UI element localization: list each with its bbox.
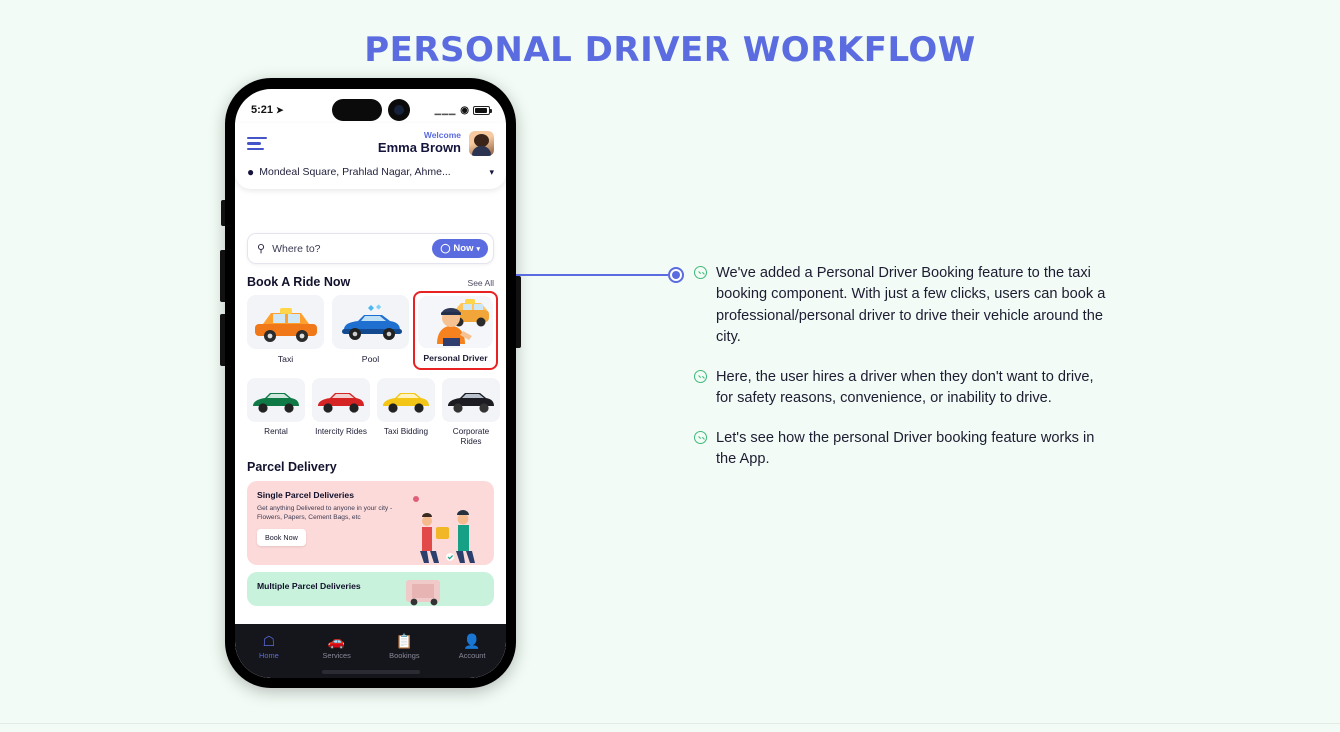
parcel-card-multiple[interactable]: [247, 572, 494, 606]
list-item: [694, 367, 1114, 410]
ride-tile-pool[interactable]: [332, 295, 409, 365]
yellow-car-illustration: [377, 378, 435, 422]
blue-car-pool-illustration: [332, 295, 409, 349]
user-name: Emma Brown: [377, 139, 461, 155]
ride-tile-personal-driver[interactable]: [413, 291, 498, 370]
schedule-now-pill[interactable]: [432, 239, 488, 258]
green-car-illustration: [247, 378, 305, 422]
black-car-illustration: [442, 378, 500, 422]
ride-tile-label: Personal Driver: [423, 353, 488, 363]
location-selector[interactable]: [247, 165, 494, 179]
notch-pill: [332, 99, 382, 121]
avatar[interactable]: [469, 131, 494, 156]
red-car-illustration: [312, 378, 370, 422]
cellular-signal-icon: ▁▁▁: [434, 105, 457, 115]
ride-tile-label: Intercity Rides: [315, 426, 367, 436]
ride-tile-intercity-rides[interactable]: [312, 378, 370, 447]
annotation-text: Here, the user hires a driver when they don't want to drive, for safety reasons, convenience, or inability to drive.: [716, 368, 1094, 407]
delivery-people-illustration: [392, 491, 488, 565]
check-circle-icon: [694, 370, 707, 383]
chevron-down-icon: ▾: [476, 245, 480, 253]
phone-power-button[interactable]: [516, 276, 521, 348]
bottom-navigation: [235, 624, 506, 678]
check-circle-icon: [694, 266, 707, 279]
callout-connector-line: [516, 274, 668, 276]
hamburger-menu-icon[interactable]: [247, 137, 267, 150]
nav-item-account[interactable]: [438, 634, 506, 660]
ride-tile-taxi[interactable]: [247, 295, 324, 365]
ride-tile-label: Pool: [361, 354, 380, 364]
app-header: [235, 123, 506, 189]
search-icon: ⚲: [257, 243, 266, 255]
home-icon: ☖: [262, 633, 276, 649]
location-arrow-icon: ➤: [276, 104, 284, 115]
parcel-card-title: Multiple Parcel Deliveries: [257, 580, 361, 591]
see-all-link[interactable]: See All: [467, 278, 494, 288]
callout-dot: [668, 267, 684, 283]
parcel-card-title: Single Parcel Deliveries: [257, 489, 354, 500]
book-a-ride-header: [247, 275, 494, 289]
nav-item-home[interactable]: [235, 634, 303, 660]
list-item: [694, 263, 1114, 349]
phone-volume-up-button[interactable]: [220, 250, 225, 302]
ride-type-grid-secondary: [247, 378, 494, 447]
orange-taxi-illustration: [247, 295, 324, 349]
location-text: Mondeal Square, Prahlad Nagar, Ahme...: [259, 166, 451, 178]
check-circle-icon: [694, 431, 707, 444]
map-pin-icon: ●: [247, 165, 255, 179]
welcome-label: Welcome: [423, 130, 461, 141]
phone-screen: [235, 89, 506, 678]
ride-tile-rental[interactable]: [247, 378, 305, 447]
car-services-icon: 🚗: [327, 633, 346, 649]
nav-label: Bookings: [389, 651, 420, 660]
clock-icon: ◯: [440, 243, 451, 253]
footer-divider: [0, 723, 1340, 724]
dynamic-island: [325, 98, 417, 122]
ride-tile-corporate-rides[interactable]: [442, 378, 500, 447]
status-time: 5:21: [251, 104, 274, 116]
phone-mockup: [225, 78, 516, 688]
person-account-icon: 👤: [463, 633, 481, 649]
welcome-block: [378, 131, 461, 156]
ride-tile-label: Rental: [264, 426, 288, 436]
nav-label: Account: [458, 651, 486, 660]
ride-tile-label: Corporate Rides: [452, 426, 490, 446]
search-input[interactable]: [247, 233, 494, 264]
home-content: [235, 223, 506, 624]
section-title: Book A Ride Now: [247, 275, 351, 289]
ride-type-grid-primary: [247, 295, 494, 365]
driver-with-car-illustration: [418, 296, 493, 348]
page-title: PERSONAL DRIVER WORKFLOW: [364, 30, 976, 70]
nav-label: Services: [322, 651, 351, 660]
book-now-button[interactable]: Book Now: [257, 529, 306, 546]
parcel-card-single[interactable]: [247, 481, 494, 565]
nav-item-bookings[interactable]: [371, 634, 439, 660]
chevron-down-icon[interactable]: ▾: [489, 166, 494, 177]
home-indicator: [322, 670, 420, 674]
delivery-van-illustration: [394, 572, 454, 606]
ride-tile-taxi-bidding[interactable]: [377, 378, 435, 447]
bookings-list-icon: 📋: [395, 633, 414, 649]
phone-silent-switch[interactable]: [221, 200, 225, 226]
wifi-icon: ◉: [460, 104, 469, 116]
phone-volume-down-button[interactable]: [220, 314, 225, 366]
ride-tile-label: Taxi Bidding: [383, 426, 429, 436]
ride-tile-label: Taxi: [277, 354, 294, 364]
annotation-text: We've added a Personal Driver Booking feature to the taxi booking component. With just a few clicks, users can book a professional/personal driver to drive their vehicle around the city.: [716, 265, 1106, 346]
parcel-delivery-title: Parcel Delivery: [247, 459, 337, 474]
nav-item-services[interactable]: [303, 634, 371, 660]
search-placeholder: Where to?: [272, 242, 321, 255]
front-camera-icon: [388, 99, 410, 121]
parcel-card-subtitle: Get anything Delivered to anyone in your city - Flowers, Papers, Cement Bags, etc: [257, 504, 393, 521]
list-item: [694, 428, 1114, 471]
schedule-now-label: Now: [453, 243, 474, 254]
annotation-text: Let's see how the personal Driver booking feature works in the App.: [716, 429, 1095, 468]
battery-icon: [473, 106, 490, 115]
annotation-list: [694, 263, 1114, 489]
nav-label: Home: [259, 651, 279, 660]
